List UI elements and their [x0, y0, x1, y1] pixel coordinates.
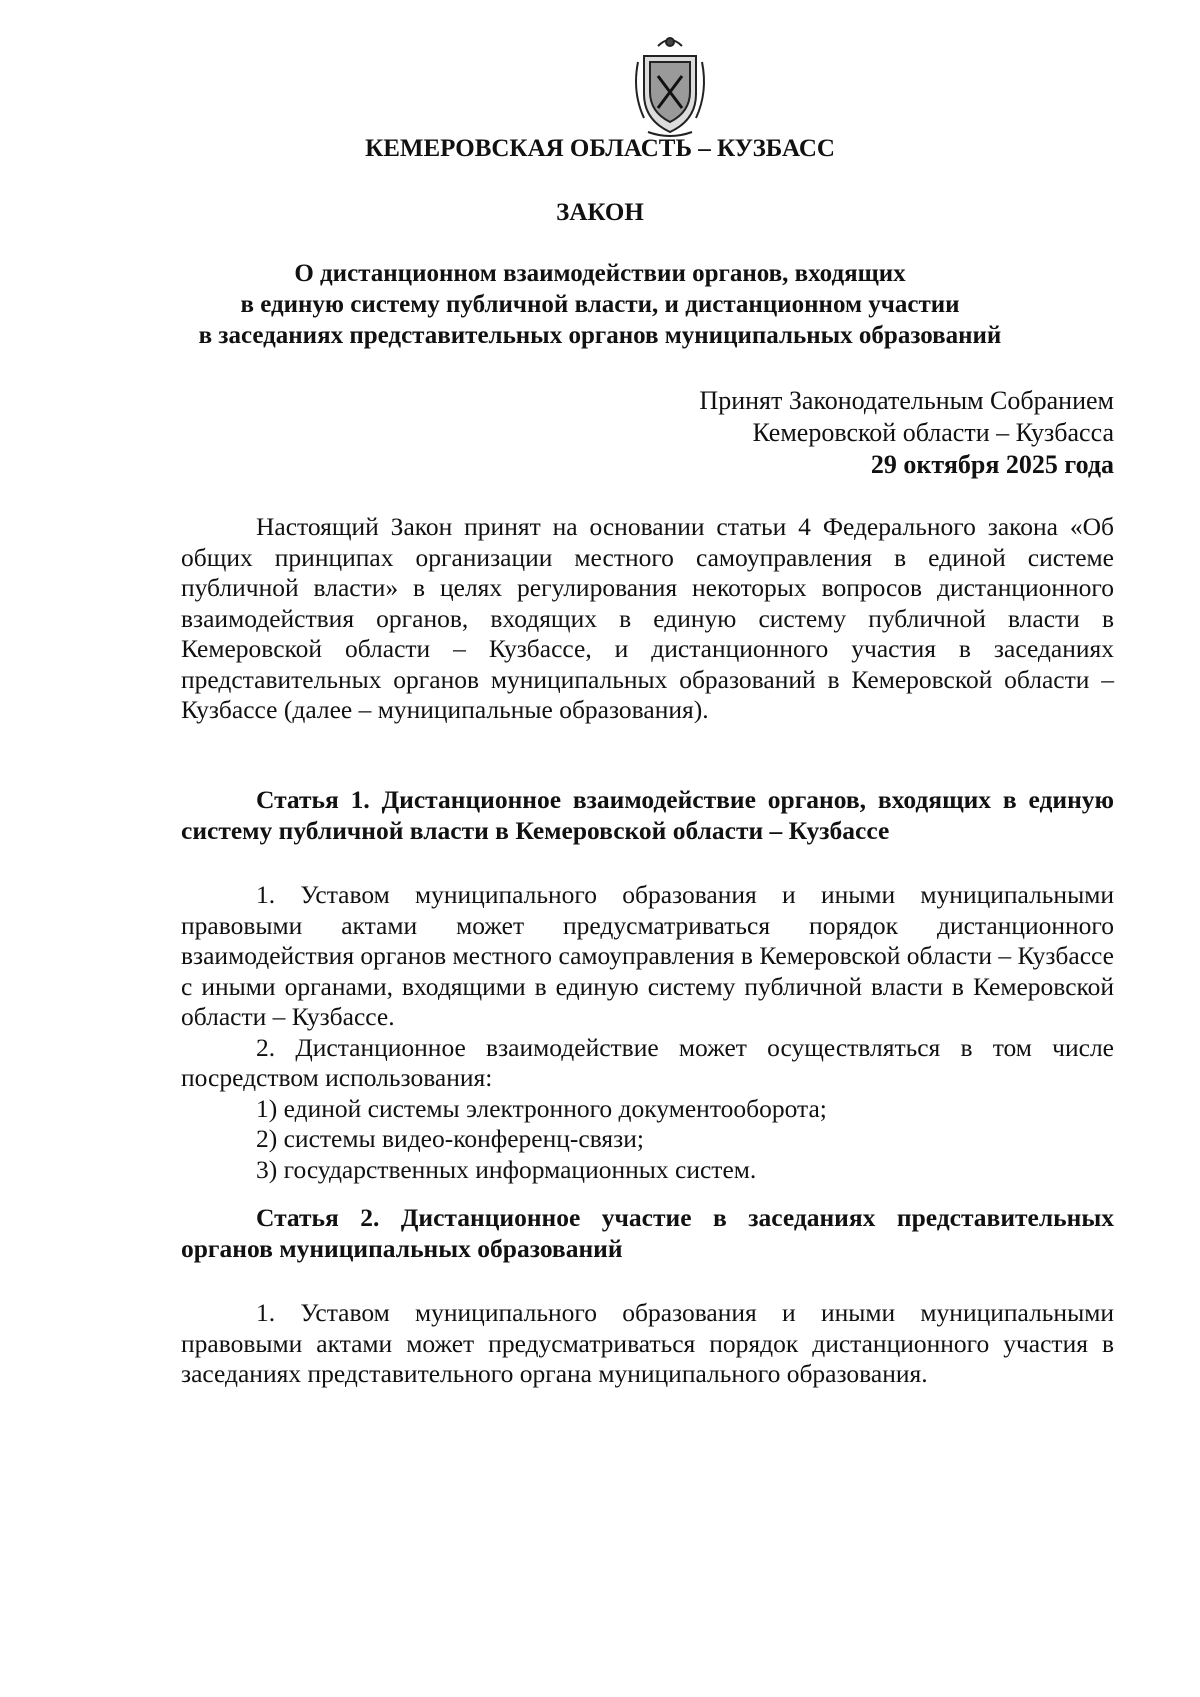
region-name: КЕМЕРОВСКАЯ ОБЛАСТЬ – КУЗБАСС: [365, 135, 835, 162]
article-1-heading: Статья 1. Дистанционное взаимодействие органов, входящих в единую систему публичной власти в Кемеровской области – Кузбассе: [181, 785, 1114, 845]
article-1-body: [181, 880, 1114, 1185]
article-2-paragraph-1: 1. Уставом муниципального образования и иными муниципальными правовыми актами может предусматриваться порядок дистанционного участия в заседаниях представительного органа муниципального образования.: [181, 1298, 1114, 1388]
adoption-date: 29 октября 2025 года: [870, 450, 1114, 479]
law-title-line: в единую систему публичной власти, и дистанционном участии: [240, 291, 960, 318]
law-title-line: в заседаниях представительных органов муниципальных образований: [198, 322, 1002, 349]
coat-of-arms-emblem: [628, 32, 712, 142]
preamble-block: [181, 512, 1114, 726]
list-item: 3) государственных информационных систем.: [256, 1154, 757, 1184]
adoption-line: Принят Законодательным Собранием: [699, 386, 1114, 415]
article-2-heading: Статья 2. Дистанционное участие в заседаниях представительных органов муниципальных образований: [181, 1203, 1114, 1263]
list-item: 1) единой системы электронного документооборота;: [256, 1093, 827, 1123]
preamble-paragraph: Настоящий Закон принят на основании статьи 4 Федерального закона «Об общих принципах организации местного самоуправления в единой системе публичной власти» в целях регулирования некоторых вопросов дистанционного взаимодействия органов, входящих в единую систему публичной власти в Кемеровской области – Кузбассе, и дистанционного участия в заседаниях представительных органов муниципальных образований в Кемеровской области – Кузбассе (далее – муниципальные образования).: [181, 512, 1114, 724]
adoption-block: [699, 385, 1114, 481]
law-title-line: О дистанционном взаимодействии органов, входящих: [294, 260, 906, 287]
article-2-body: [181, 1298, 1114, 1390]
law-title: [150, 258, 1050, 351]
adoption-line: Кемеровской области – Кузбасса: [752, 418, 1114, 447]
article-1-paragraph-2: 2. Дистанционное взаимодействие может осуществляться в том числе посредством использования:: [181, 1032, 1114, 1092]
list-item: 2) системы видео-конференц-связи;: [256, 1124, 644, 1153]
article-1-paragraph-1: 1. Уставом муниципального образования и иными муниципальными правовыми актами может предусматриваться порядок дистанционного взаимодействия органов местного самоуправления в Кемеровской области – Кузбассе с иными органами, входящими в единую систему публичной власти в Кемеровской области – Кузбассе.: [181, 880, 1114, 1031]
document-type: ЗАКОН: [556, 199, 644, 226]
